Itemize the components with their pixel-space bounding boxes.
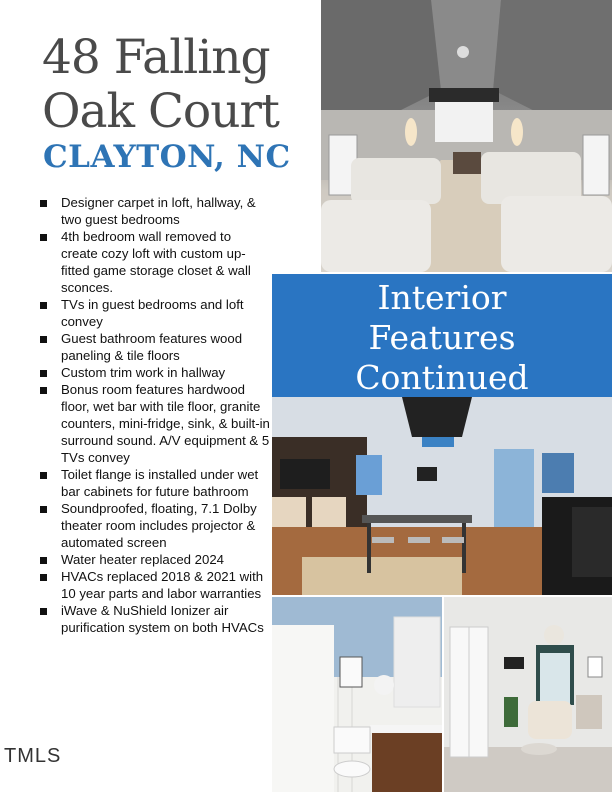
feature-item: Bonus room features hardwood floor, wet bar with tile floor, granite counters, mini-fridge, sink, & built-in surround sound. A/V equipment & 5 TVs convey (38, 381, 270, 466)
bathroom-photo (272, 597, 442, 792)
feature-item: Water heater replaced 2024 (38, 551, 270, 568)
address-line-2: Oak Court (42, 84, 279, 139)
feature-item: Soundproofed, floating, 7.1 Dolby theater room includes projector & automated screen (38, 500, 270, 551)
banner-line-1: Interior (377, 278, 507, 317)
theater-room-photo (321, 0, 612, 272)
mls-logo: TMLS (4, 745, 62, 767)
feature-item: Custom trim work in hallway (38, 364, 270, 381)
bonus-room-illustration (272, 397, 612, 595)
banner-title (272, 278, 612, 398)
features-list (38, 194, 270, 636)
banner-line-3: Continued (355, 358, 529, 397)
city-state: CLAYTON, NC (43, 139, 291, 175)
left-panel (0, 0, 291, 792)
bedroom-illustration (444, 597, 612, 792)
feature-item: TVs in guest bedrooms and loft convey (38, 296, 270, 330)
feature-item: 4th bedroom wall removed to create cozy loft with custom up-fitted game storage closet & wall sconces. (38, 228, 270, 296)
feature-item: Designer carpet in loft, hallway, & two guest bedrooms (38, 194, 270, 228)
address-line-1: 48 Falling (42, 30, 270, 85)
feature-item: Guest bathroom features wood paneling & tile floors (38, 330, 270, 364)
bathroom-illustration (272, 597, 442, 792)
feature-item: Toilet flange is installed under wet bar cabinets for future bathroom (38, 466, 270, 500)
feature-item: HVACs replaced 2018 & 2021 with 10 year parts and labor warranties (38, 568, 270, 602)
feature-item: iWave & NuShield Ionizer air purification system on both HVACs (38, 602, 270, 636)
interior-features-banner (272, 272, 612, 399)
banner-line-2: Features (368, 318, 516, 357)
bonus-room-photo (272, 397, 612, 595)
bedroom-photo (444, 597, 612, 792)
theater-room-illustration (321, 0, 612, 272)
